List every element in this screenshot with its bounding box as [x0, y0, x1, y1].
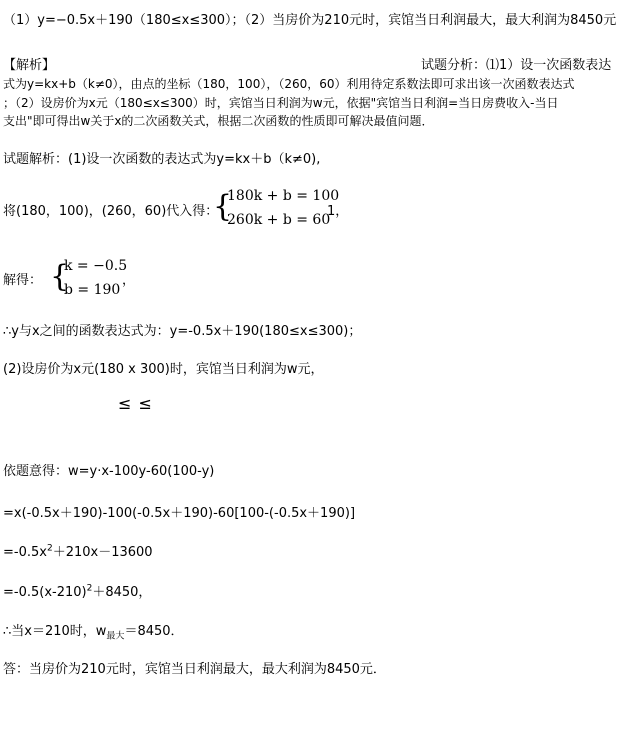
system-1-suffix: 1， — [327, 204, 349, 219]
equation-line-3: $=-0.5(x-210)^2+8450$， — [3, 583, 152, 600]
substitution-prefix: 将(180，100)，(260，60)代入得： — [3, 204, 219, 219]
equation-line-1: =x(-0.5x＋190)-100(-0.5x＋190)-60[100-(-0.5x＋190)] — [3, 506, 356, 521]
analysis-line-2: ；（2）设房价为x元（180≤x≤300）时，宾馆当日利润为w元，依据"宾馆当日利润=当日房费收入-当日 — [3, 96, 559, 110]
analysis-heading: 【解析】 — [3, 58, 56, 73]
equation-line-2: $=-0.5x^2+210x-13600$ — [3, 543, 153, 560]
stray-symbols: ≤ ≤ — [118, 394, 153, 413]
conclusion-part-1: ∴y与x之间的函数表达式为：y=-0.5x＋190(180≤x≤300)； — [3, 324, 362, 339]
final-answer: 答：当房价为210元时，宾馆当日利润最大，最大利润为8450元． — [3, 662, 386, 677]
analysis-line-3: 支出"即可得出w关于x的二次函数关式，根据二次函数的性质即可解决最值问题． — [3, 114, 434, 128]
analysis-lead: 试题分析：⑴1）设一次函数表达 — [421, 58, 612, 73]
left-brace: { — [213, 189, 233, 224]
solution-step-2: (2)设房价为x元(180 x 300)时，宾馆当日利润为w元， — [3, 362, 324, 377]
system-1-equation-2: 260k + b = 60 — [227, 212, 331, 228]
system-2-equation-1: k = −0.5 — [64, 258, 128, 274]
system-2-suffix: ， — [122, 273, 136, 288]
answer-summary: （1）y=−0.5x＋190（180≤x≤300）；（2）当房价为210元时，宾馆当日利润最大，最大利润为8450元 — [3, 13, 617, 28]
solve-prefix: 解得： — [3, 273, 43, 288]
left-brace: { — [50, 259, 70, 294]
system-2-equation-2: b = 190 — [64, 282, 121, 298]
equation-line-4: ∴当x＝210时，$w_{最大}=8450$． — [3, 624, 184, 642]
equation-intro: 依题意得：w=y·x-100y-60(100-y) — [3, 464, 215, 479]
solution-step-1: 试题解析：(1)设一次函数的表达式为y=kx＋b（k≠0), — [3, 152, 321, 167]
system-1-equation-1: 180k + b = 100 — [227, 188, 340, 204]
analysis-line-1: 式为y=kx+b（k≠0），由点的坐标（180，100），（260，60）利用待定系数法即可求出该一次函数表达式 — [3, 77, 575, 91]
